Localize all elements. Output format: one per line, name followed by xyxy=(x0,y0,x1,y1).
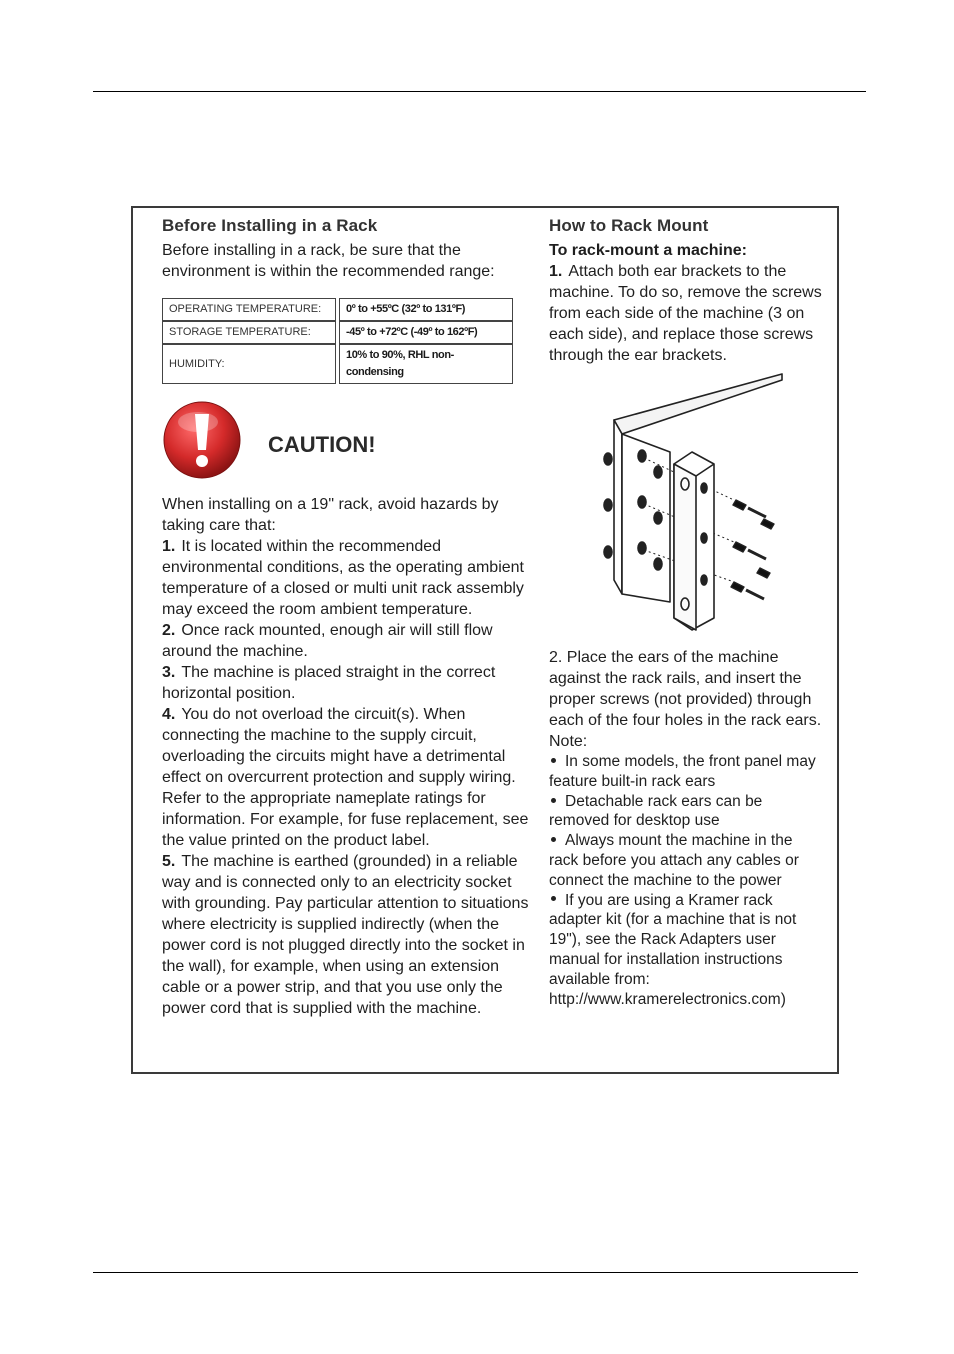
env-label: HUMIDITY: xyxy=(162,344,336,384)
table-row xyxy=(162,344,513,384)
list-item xyxy=(549,891,824,990)
step-1 xyxy=(549,261,824,366)
step-1-text: Attach both ear brackets to the machine. To do so, remove the screws from each side of the machine (3 on each side), and replace those screws through the ear brackets. xyxy=(549,263,822,364)
environment-table xyxy=(159,298,516,384)
bullet-icon xyxy=(551,896,556,901)
exclamation-icon xyxy=(162,400,242,480)
list-item xyxy=(162,662,537,704)
bullet-icon xyxy=(551,837,556,842)
list-item xyxy=(549,792,824,832)
note-text: Always mount the machine in the rack before you attach any cables or connect the machine to the power xyxy=(549,832,799,889)
header-rule xyxy=(93,91,866,92)
caution-label: CAUTION! xyxy=(268,432,376,457)
item-number: 5. xyxy=(162,853,176,870)
env-label: OPERATING TEMPERATURE: xyxy=(162,298,336,321)
env-value: 10% to 90%, RHL non-condensing xyxy=(339,344,513,384)
caution-intro: When installing on a 19" rack, avoid hazards by taking care that: xyxy=(162,496,499,534)
env-value: -45º to +72ºC (-49º to 162ºF) xyxy=(339,321,513,344)
list-item xyxy=(162,620,537,662)
item-text: Once rack mounted, enough air will still flow around the machine. xyxy=(162,622,493,660)
step-2: 2. Place the ears of the machine against the rack rails, and insert the proper screws (not provided) through each of the four holes in the rack ears. xyxy=(549,649,822,729)
list-item xyxy=(162,851,537,1019)
item-text: The machine is placed straight in the correct horizontal position. xyxy=(162,664,496,702)
note-label: Note: xyxy=(549,733,588,750)
footer-rule xyxy=(93,1272,858,1273)
note-list xyxy=(549,752,824,1009)
list-item xyxy=(549,831,824,890)
item-number: 1. xyxy=(162,538,176,555)
env-value: 0º to +55ºC (32º to 131ºF) xyxy=(339,298,513,321)
item-text: The machine is earthed (grounded) in a reliable way and is connected only to an electricity socket with grounding. Pay particular attention to situations where electricity is supplied indirectly (when the power cord is not plugged directly into the socket in the wall), for example, when using an extension cable or a power strip, and that you use only the power cord that is supplied with the machine. xyxy=(162,853,529,1017)
item-number: 2. xyxy=(162,622,176,639)
bullet-icon xyxy=(551,798,556,803)
list-item xyxy=(162,704,537,851)
rack-instructions-panel xyxy=(131,206,839,1074)
left-column xyxy=(162,216,537,1019)
right-column xyxy=(549,216,824,1009)
item-text: It is located within the recommended environmental conditions, as the operating ambient temperature of a closed or multi unit rack assembly may exceed the room ambient temperature. xyxy=(162,538,524,618)
rack-mount-subheading: To rack-mount a machine: xyxy=(549,242,747,259)
caution-block xyxy=(162,400,537,488)
env-label: STORAGE TEMPERATURE: xyxy=(162,321,336,344)
table-row xyxy=(162,298,513,321)
note-text: If you are using a Kramer rack adapter kit (for a machine that is not 19"), see the Rack Adapters user manual for installation instructions available from: xyxy=(549,891,797,988)
list-item xyxy=(162,536,537,620)
item-number: 3. xyxy=(162,664,176,681)
note-text: Detachable rack ears can be removed for desktop use xyxy=(549,792,763,830)
table-row xyxy=(162,321,513,344)
before-installing-intro: Before installing in a rack, be sure that the environment is within the recommended range: xyxy=(162,242,495,280)
rack-mount-heading: How to Rack Mount xyxy=(549,216,709,235)
list-item xyxy=(549,752,824,792)
step-1-number: 1. xyxy=(549,263,563,280)
item-number: 4. xyxy=(162,706,176,723)
kramer-url: http://www.kramerelectronics.com) xyxy=(549,990,786,1008)
rack-ear-bracket-illustration xyxy=(574,372,814,634)
item-text: You do not overload the circuit(s). When connecting the machine to the supply circuit, overloading the circuits might have a detrimental effect on overcurrent protection and supply wiring. Refer to the appropriate nameplate ratings for information. For example, for fuse replacement, see the value printed on the product label. xyxy=(162,706,529,849)
bullet-icon xyxy=(551,758,556,763)
before-installing-heading: Before Installing in a Rack xyxy=(162,216,378,235)
note-text: In some models, the front panel may feature built-in rack ears xyxy=(549,753,816,790)
